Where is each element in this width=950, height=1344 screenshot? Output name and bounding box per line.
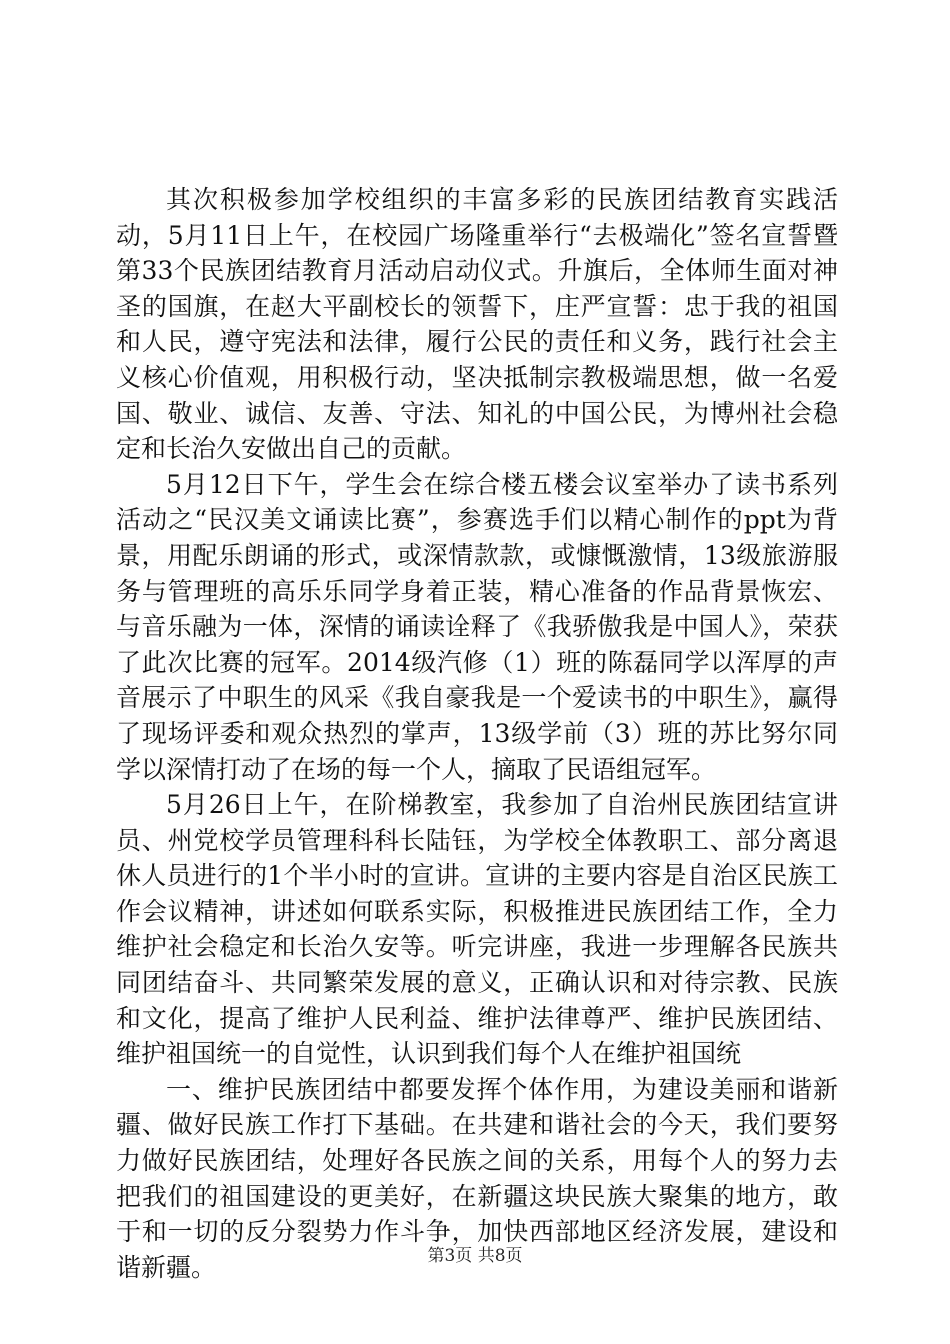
page-number-label: 第3页 共8页: [427, 1246, 523, 1266]
paragraph-3: 5月26日上午，在阶梯教室，我参加了自治州民族团结宣讲员、州党校学员管理科科长陆钰，为学校全体教职工、部分离退休人员进行的1个半小时的宣讲。宣讲的主要内容是自治区民族工作会议精神，讲述如何联系实际，积极推进民族团结工作，全力维护社会稳定和长治久安等。听完讲座，我进一步理解各民族共同团结奋斗、共同繁荣发展的意义，正确认识和对待宗教、民族和文化，提高了维护人民利益、维护法律尊严、维护民族团结、维护祖国统一的自觉性，认识到我们每个人在维护祖国统: [116, 790, 838, 1069]
page-footer: [0, 1244, 950, 1268]
paragraph-4: 一、维护民族团结中都要发挥个体作用，为建设美丽和谐新疆、做好民族工作打下基础。在共建和谐社会的今天，我们要努力做好民族团结，处理好各民族之间的关系，用每个人的努力去把我们的祖国建设的更美好，在新疆这块民族大聚集的地方，敢于和一切的反分裂势力作斗争，加快西部地区经济发展，建设和谐新疆。: [116, 1074, 838, 1282]
paragraph-1: 其次积极参加学校组织的丰富多彩的民族团结教育实践活动，5月11日上午，在校园广场隆重举行“去极端化”签名宣誓暨第33个民族团结教育月活动启动仪式。升旗后，全体师生面对神圣的国旗，在赵大平副校长的领誓下，庄严宣誓：忠于我的祖国和人民，遵守宪法和法律，履行公民的责任和义务，践行社会主义核心价值观，用积极行动，坚决抵制宗教极端思想，做一名爱国、敬业、诚信、友善、守法、知礼的中国公民，为博州社会稳定和长治久安做出自己的贡献。: [116, 185, 838, 464]
paragraph-2: 5月12日下午，学生会在综合楼五楼会议室举办了读书系列活动之“民汉美文诵读比赛”，参赛选手们以精心制作的ppt为背景，用配乐朗诵的形式，或深情款款，或慷慨激情，13级旅游服务与管理班的高乐乐同学身着正装，精心准备的作品背景恢宏、与音乐融为一体，深情的诵读诠释了《我骄傲我是中国人》，荣获了此次比赛的冠军。2014级汽修（1）班的陈磊同学以浑厚的声音展示了中职生的风采《我自豪我是一个爱读书的中职生》，赢得了现场评委和观众热烈的掌声，13级学前（3）班的苏比努尔同学以深情打动了在场的每一个人，摘取了民语组冠军。: [116, 469, 838, 784]
document-body: [116, 182, 838, 1285]
